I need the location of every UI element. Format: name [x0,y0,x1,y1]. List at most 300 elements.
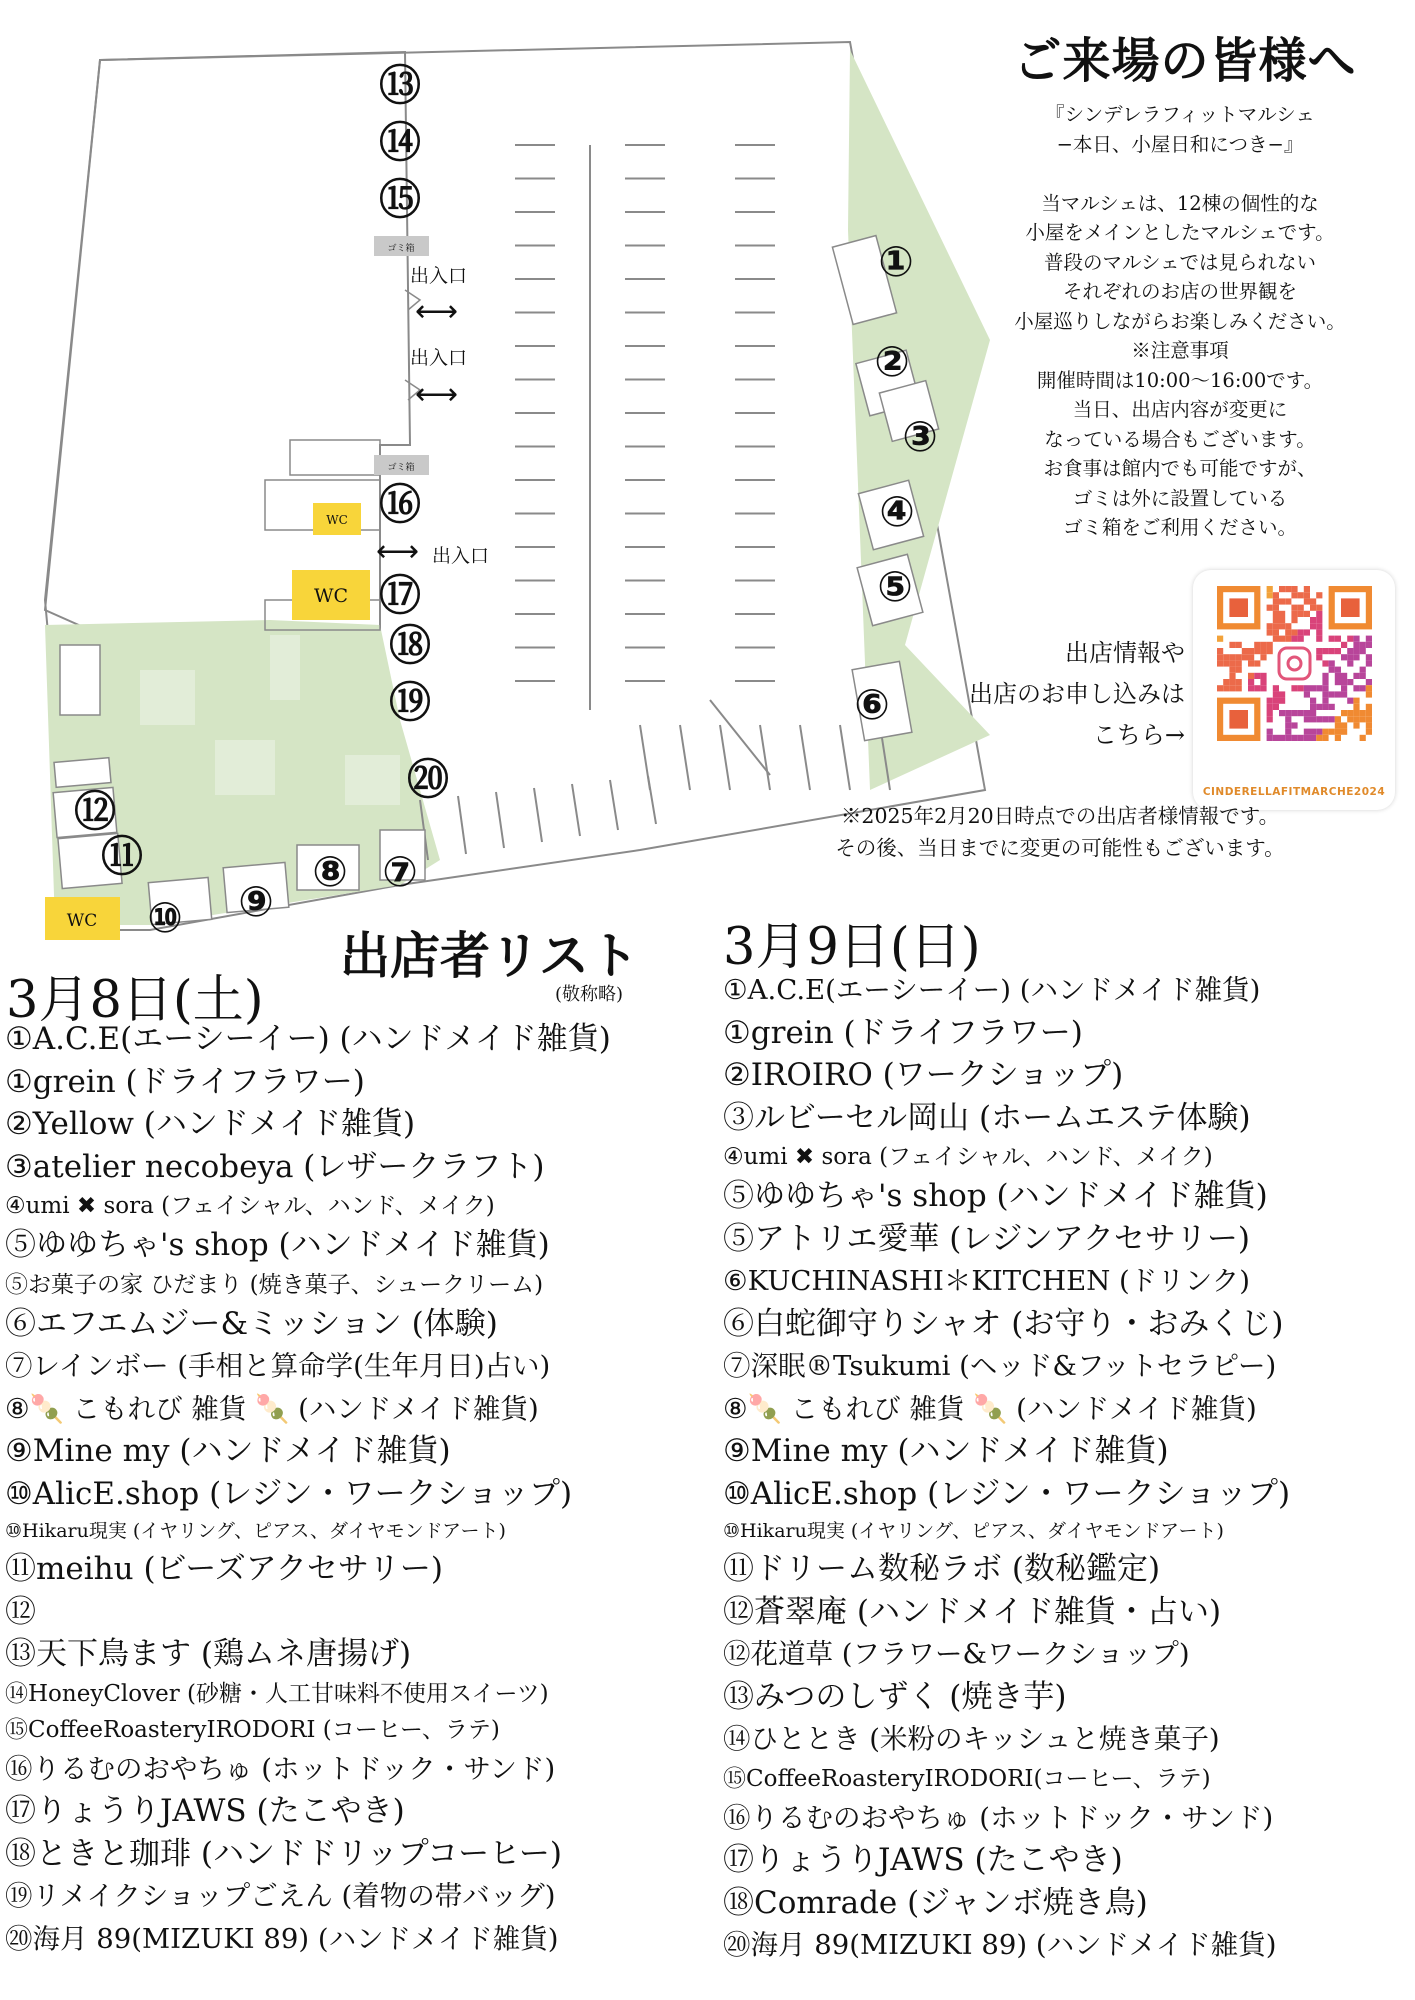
qr-module [1329,704,1335,710]
qr-module [1291,722,1297,728]
qr-module [1267,648,1273,654]
parking-line [458,796,466,854]
parking-line [800,725,810,790]
qr-module [1353,722,1359,728]
qr-module [1366,636,1372,642]
qr-module [1310,617,1316,623]
qr-module [1229,679,1235,685]
intro-line: それぞれのお店の世界観を [1062,280,1297,303]
qr-module [1316,704,1322,710]
vendor-entry: ⑩Hikaru現実 (イヤリング、ピアス、ダイヤモンドアート) [5,1520,506,1542]
qr-module [1310,685,1316,691]
qr-module [1366,704,1372,710]
vendor-entry: ⑤ゆゆちゃ's shop (ハンドメイド雑貨) [5,1227,550,1263]
stall-number-10: ⑩ [147,893,183,940]
qr-module [1341,722,1347,728]
wc-1-label: WC [326,513,348,527]
qr-module [1254,648,1260,654]
qr-module [1310,716,1316,722]
vendor-entry: ⑳海月 89(MIZUKI 89) (ハンドメイド雑貨) [5,1922,559,1955]
qr-module [1236,667,1242,673]
vendor-entry: ①A.C.E(エーシーイー) (ハンドメイド雑貨) [5,1021,611,1057]
qr-module [1298,611,1304,617]
qr-module [1316,623,1322,629]
qr-module [1267,698,1273,704]
qr-module [1360,642,1366,648]
qr-module [1273,592,1279,598]
qr-module [1341,691,1347,697]
vendor-entry: ⑯りるむのおやちゅ (ホットドック・サンド) [723,1801,1274,1834]
qr-module [1273,598,1279,604]
qr-module [1236,660,1242,666]
intro-line: ゴミは外に設置している [1072,486,1288,510]
qr-module [1242,654,1248,660]
qr-module [1279,598,1285,604]
qr-module [1316,729,1322,735]
parking-line [840,725,850,790]
qr-module [1316,648,1322,654]
qr-module [1322,735,1328,741]
qr-module [1267,729,1273,735]
qr-caption: CINDERELLAFITMARCHE2024 [1202,786,1386,798]
qr-module [1291,592,1297,598]
qr-module [1285,623,1291,629]
qr-module [1310,729,1316,735]
qr-module [1360,673,1366,679]
vendor-entry: ②Yellow (ハンドメイド雑貨) [5,1106,416,1142]
vendor-entry: ①A.C.E(エーシーイー) (ハンドメイド雑貨) [723,974,1261,1006]
intro-line: −本日、小屋日和につき−』 [1056,132,1304,156]
qr-module [1353,654,1359,660]
qr-guide-line: 出店情報や [1065,639,1185,667]
qr-module [1316,605,1322,611]
intro-line: 当マルシェは、12棟の個性的な [1041,191,1319,215]
qr-finder [1229,598,1248,617]
vendor-entry: ⑥エフエムジー&ミッション (体験) [5,1305,498,1342]
qr-module [1316,611,1322,617]
qr-module [1310,605,1316,611]
day2-heading: 3月9日(日) [723,918,981,977]
entrance-arrow-3: ⟷ [376,534,420,569]
qr-module [1279,586,1285,592]
qr-module [1273,735,1279,741]
qr-module [1279,735,1285,741]
qr-module [1229,667,1235,673]
qr-module [1291,629,1297,635]
vendor-entry: ⑦レインボー (手相と算命学(生年月日)占い) [5,1350,551,1382]
qr-module [1316,716,1322,722]
qr-module [1273,704,1279,710]
vendor-entry: ⑨Mine my (ハンドメイド雑貨) [5,1433,451,1469]
qr-module [1329,636,1335,642]
qr-module [1335,729,1341,735]
qr-module [1304,629,1310,635]
qr-module [1267,605,1273,611]
qr-module [1341,642,1347,648]
qr-code[interactable] [1193,570,1395,770]
qr-module [1254,673,1260,679]
qr-module [1298,629,1304,635]
qr-module [1273,611,1279,617]
qr-module [1291,636,1297,642]
vendor-entry: ⑫ [5,1593,36,1630]
qr-module [1366,660,1372,666]
qr-module [1360,735,1366,741]
parking-line [534,788,542,842]
vendor-entry: ①grein (ドライフラワー) [5,1063,365,1100]
qr-module [1260,679,1266,685]
vendor-entry: ⑤アトリエ愛華 (レジンアクセサリー) [723,1220,1250,1257]
qr-module [1347,716,1353,722]
qr-module [1366,654,1372,660]
qr-code-card[interactable] [1193,570,1395,810]
intro-line: 小屋をメインとしたマルシェです。 [1025,221,1335,244]
qr-module [1335,673,1341,679]
qr-module [1273,636,1279,642]
qr-module [1267,586,1273,592]
qr-module [1291,611,1297,617]
intro-line: ※注意事項 [1131,339,1229,362]
vendor-entry: ⑩Hikaru現実 (イヤリング、ピアス、ダイヤモンドアート) [723,1520,1224,1542]
notice-line: その後、当日までに変更の可能性もございます。 [835,836,1285,860]
qr-module [1285,716,1291,722]
vendor-entry: ⑰りょうりJAWS (たこやき) [723,1842,1123,1878]
qr-module [1329,716,1335,722]
qr-module [1316,592,1322,598]
qr-module [1267,710,1273,716]
qr-module [1248,660,1254,666]
qr-module [1329,667,1335,673]
qr-module [1285,598,1291,604]
intro-line: 『シンデレラフィットマルシェ [1045,103,1315,126]
qr-module [1273,691,1279,697]
qr-module [1254,642,1260,648]
parking-line [496,792,504,848]
qr-module [1329,729,1335,735]
stall-number-1: ① [878,237,914,286]
qr-module [1341,710,1347,716]
qr-module [1217,648,1223,654]
vendor-entry: ③atelier necobeya (レザークラフト) [5,1148,545,1185]
intro-line: ゴミ箱をご利用ください。 [1062,516,1297,539]
stall-number-12: ⑫ [73,787,117,836]
intro-line: 小屋巡りしながらお楽しみください。 [1014,309,1346,333]
qr-module [1353,710,1359,716]
qr-module [1285,629,1291,635]
stall-number-20: ⑳ [406,755,450,804]
qr-module [1335,716,1341,722]
qr-module [1366,642,1372,648]
notice-line: ※2025年2月20日時点での出店者様情報です。 [840,804,1280,828]
qr-module [1291,605,1297,611]
vendor-entry: ⑱ときと珈琲 (ハンドドリップコーヒー) [5,1835,563,1872]
trash-box-2-label: ゴミ箱 [387,463,415,473]
stall-number-3: ③ [902,412,938,461]
qr-module [1304,735,1310,741]
qr-module [1260,685,1266,691]
entrance-arrow-1: ⟷ [415,294,459,329]
stall-number-11: ⑪ [100,832,144,881]
stall-number-4: ④ [879,487,915,536]
qr-module [1304,598,1310,604]
vendor-entry: ⑧🍡 こもれび 雑貨 🍡 (ハンドメイド雑貨) [5,1392,539,1425]
vendor-entry: ⑬みつのしずく (焼き芋) [723,1678,1067,1715]
qr-module [1236,685,1242,691]
vendor-entry: ⑧🍡 こもれび 雑貨 🍡 (ハンドメイド雑貨) [723,1392,1257,1425]
qr-module [1304,691,1310,697]
qr-module [1291,617,1297,623]
stall-number-15: ⑮ [378,175,422,224]
qr-module [1322,704,1328,710]
vendor-entry: ⑳海月 89(MIZUKI 89) (ハンドメイド雑貨) [723,1929,1277,1961]
qr-module [1353,636,1359,642]
qr-finder [1229,710,1248,729]
qr-module [1366,722,1372,728]
vendor-entry: ①grein (ドライフラワー) [723,1014,1083,1051]
intro-line [950,159,1410,189]
vendor-entry: ⑩AlicE.shop (レジン・ワークショップ) [723,1475,1291,1512]
qr-module [1322,716,1328,722]
qr-module [1347,660,1353,666]
stall-number-19: ⑲ [388,678,432,727]
qr-module [1366,716,1372,722]
vendor-entry: ④umi ✖ sora (フェイシャル、ハンド、メイク) [723,1144,1213,1170]
parking-line [610,780,618,830]
qr-module [1360,648,1366,654]
qr-module [1304,586,1310,592]
qr-module [1347,636,1353,642]
qr-module [1360,667,1366,673]
stall-number-6: ⑥ [854,680,890,729]
qr-module [1217,636,1223,642]
vendor-entry: ⑥白蛇御守りシャオ (お守り・おみくじ) [723,1305,1284,1342]
qr-module [1322,729,1328,735]
intro-line: なっている場合もございます。 [1044,427,1316,451]
qr-module [1242,648,1248,654]
qr-module [1223,660,1229,666]
stall-box [54,758,111,788]
day2-vendor-list [723,969,1413,1967]
qr-module [1316,685,1322,691]
qr-module [1248,679,1254,685]
qr-module [1316,654,1322,660]
qr-module [1223,654,1229,660]
qr-module [1279,691,1285,697]
qr-module [1291,710,1297,716]
qr-module [1304,592,1310,598]
qr-module [1285,722,1291,728]
parking-line [720,725,730,790]
vendor-entry: ⑫蒼翠庵 (ハンドメイド雑貨・占い) [723,1593,1222,1630]
qr-module [1322,691,1328,697]
qr-module [1310,704,1316,710]
qr-module [1248,673,1254,679]
qr-module [1304,716,1310,722]
qr-module [1322,685,1328,691]
intro-line: 普段のマルシェでは見られない [1043,250,1317,274]
qr-finder [1341,598,1360,617]
qr-module [1316,735,1322,741]
qr-module [1329,660,1335,666]
intro-text [950,100,1410,543]
parking-line [572,784,580,836]
qr-module [1347,654,1353,660]
qr-module [1335,722,1341,728]
stall-number-5: ⑤ [877,562,913,611]
intro-line: 開催時間は10:00〜16:00です。 [1036,368,1324,392]
qr-module [1273,605,1279,611]
qr-module [1217,660,1223,666]
qr-module [1217,685,1223,691]
qr-module [1360,685,1366,691]
qr-module [1254,660,1260,666]
qr-module [1322,679,1328,685]
page-title: ご来場の皆様へ [1013,33,1357,89]
parking-line [640,725,650,790]
qr-module [1254,685,1260,691]
qr-module [1279,710,1285,716]
qr-module [1223,685,1229,691]
qr-module [1279,623,1285,629]
day1-heading: 3月8日(土) [6,971,264,1030]
vendor-entry: ⑭HoneyClover (砂糖・人工甘味料不使用スイーツ) [5,1680,549,1707]
qr-module [1322,660,1328,666]
qr-module [1316,636,1322,642]
qr-module [1335,667,1341,673]
qr-module [1341,729,1347,735]
qr-module [1335,679,1341,685]
qr-module [1366,691,1372,697]
qr-module [1229,642,1235,648]
stall-number-13: ⑬ [378,61,422,110]
qr-module [1341,679,1347,685]
qr-module [1366,685,1372,691]
vendor-entry: ⑪ドリーム数秘ラボ (数秘鑑定) [723,1551,1161,1587]
qr-module [1341,685,1347,691]
qr-module [1298,605,1304,611]
parking-line [680,725,690,790]
vendor-entry: ⑫花道草 (フラワー&ワークショップ) [723,1638,1190,1670]
qr-module [1298,636,1304,642]
qr-module [1341,654,1347,660]
qr-module [1310,623,1316,629]
vendor-entry: ④umi ✖ sora (フェイシャル、ハンド、メイク) [5,1193,495,1219]
qr-module [1347,648,1353,654]
stall-box [60,645,100,715]
parking-line [760,725,770,790]
vendor-entry: ⑯りるむのおやちゅ (ホットドック・サンド) [5,1752,556,1785]
qr-module [1229,673,1235,679]
qr-module [1347,698,1353,704]
qr-module [1322,673,1328,679]
qr-module [1310,598,1316,604]
qr-module [1260,673,1266,679]
vendor-entry: ⑥KUCHINASHI＊KITCHEN (ドリンク) [723,1265,1250,1297]
qr-module [1248,648,1254,654]
qr-module [1335,735,1341,741]
qr-module [1310,698,1316,704]
notice-text [720,800,1400,864]
vendor-entry: ⑤お菓子の家 ひだまり (焼き菓子、シュークリーム) [5,1271,544,1298]
qr-module [1236,679,1242,685]
vendor-entry: ⑨Mine my (ハンドメイド雑貨) [723,1433,1169,1469]
qr-module [1316,617,1322,623]
qr-module [1366,679,1372,685]
wc-3-label: WC [66,911,98,931]
qr-module [1236,642,1242,648]
qr-module [1267,716,1273,722]
qr-module [1329,648,1335,654]
qr-module [1291,685,1297,691]
wc-2-label: WC [313,585,349,607]
vendor-entry: ⑮CoffeeRoasteryIRODORI (コーヒー、ラテ) [5,1716,500,1743]
qr-module [1285,636,1291,642]
entrance-arrow-2: ⟷ [415,377,459,412]
qr-module [1298,685,1304,691]
qr-module [1322,648,1328,654]
qr-module [1298,710,1304,716]
qr-module [1347,679,1353,685]
qr-module [1291,735,1297,741]
qr-module [1335,691,1341,697]
entrance-label-3: 出入口 [432,545,490,567]
entrance-label-2: 出入口 [410,347,468,369]
stall-number-9: ⑨ [238,877,274,926]
qr-module [1236,654,1242,660]
qr-module [1285,586,1291,592]
qr-module [1273,617,1279,623]
qr-module [1260,642,1266,648]
qr-module [1285,729,1291,735]
qr-module [1304,611,1310,617]
qr-module [1267,592,1273,598]
qr-module [1366,710,1372,716]
vendor-entry: ⑩AlicE.shop (レジン・ワークショップ) [5,1475,573,1512]
qr-module [1335,636,1341,642]
stall-number-16: ⑯ [378,480,422,529]
qr-module [1267,704,1273,710]
qr-module [1353,716,1359,722]
vendor-entry: ②IROIRO (ワークショップ) [723,1057,1124,1093]
entrance-label-1: 出入口 [410,265,468,287]
qr-module [1304,729,1310,735]
qr-module [1316,629,1322,635]
qr-module [1267,735,1273,741]
qr-guide-line: こちら→ [1092,721,1185,749]
vendor-entry: ⑬天下鳥ます (鶏ムネ唐揚げ) [5,1636,412,1672]
qr-module [1353,642,1359,648]
qr-module [1273,623,1279,629]
qr-module [1279,636,1285,642]
qr-module [1347,710,1353,716]
honorific-note: (敬称略) [555,984,624,1005]
vendor-entry: ⑪meihu (ビーズアクセサリー) [5,1551,443,1587]
qr-module [1279,611,1285,617]
qr-module [1353,648,1359,654]
qr-module [1248,685,1254,691]
qr-module [1335,648,1341,654]
qr-module [1341,673,1347,679]
vendor-entry: ⑤ゆゆちゃ's shop (ハンドメイド雑貨) [723,1178,1268,1214]
vendor-entry: ⑰りょうりJAWS (たこやき) [5,1793,405,1829]
stall-number-17: ⑰ [378,571,422,620]
intro-line: 当日、出店内容が変更に [1072,398,1288,421]
qr-module [1285,710,1291,716]
qr-module [1360,710,1366,716]
qr-module [1273,685,1279,691]
qr-module [1285,735,1291,741]
qr-module [1366,729,1372,735]
